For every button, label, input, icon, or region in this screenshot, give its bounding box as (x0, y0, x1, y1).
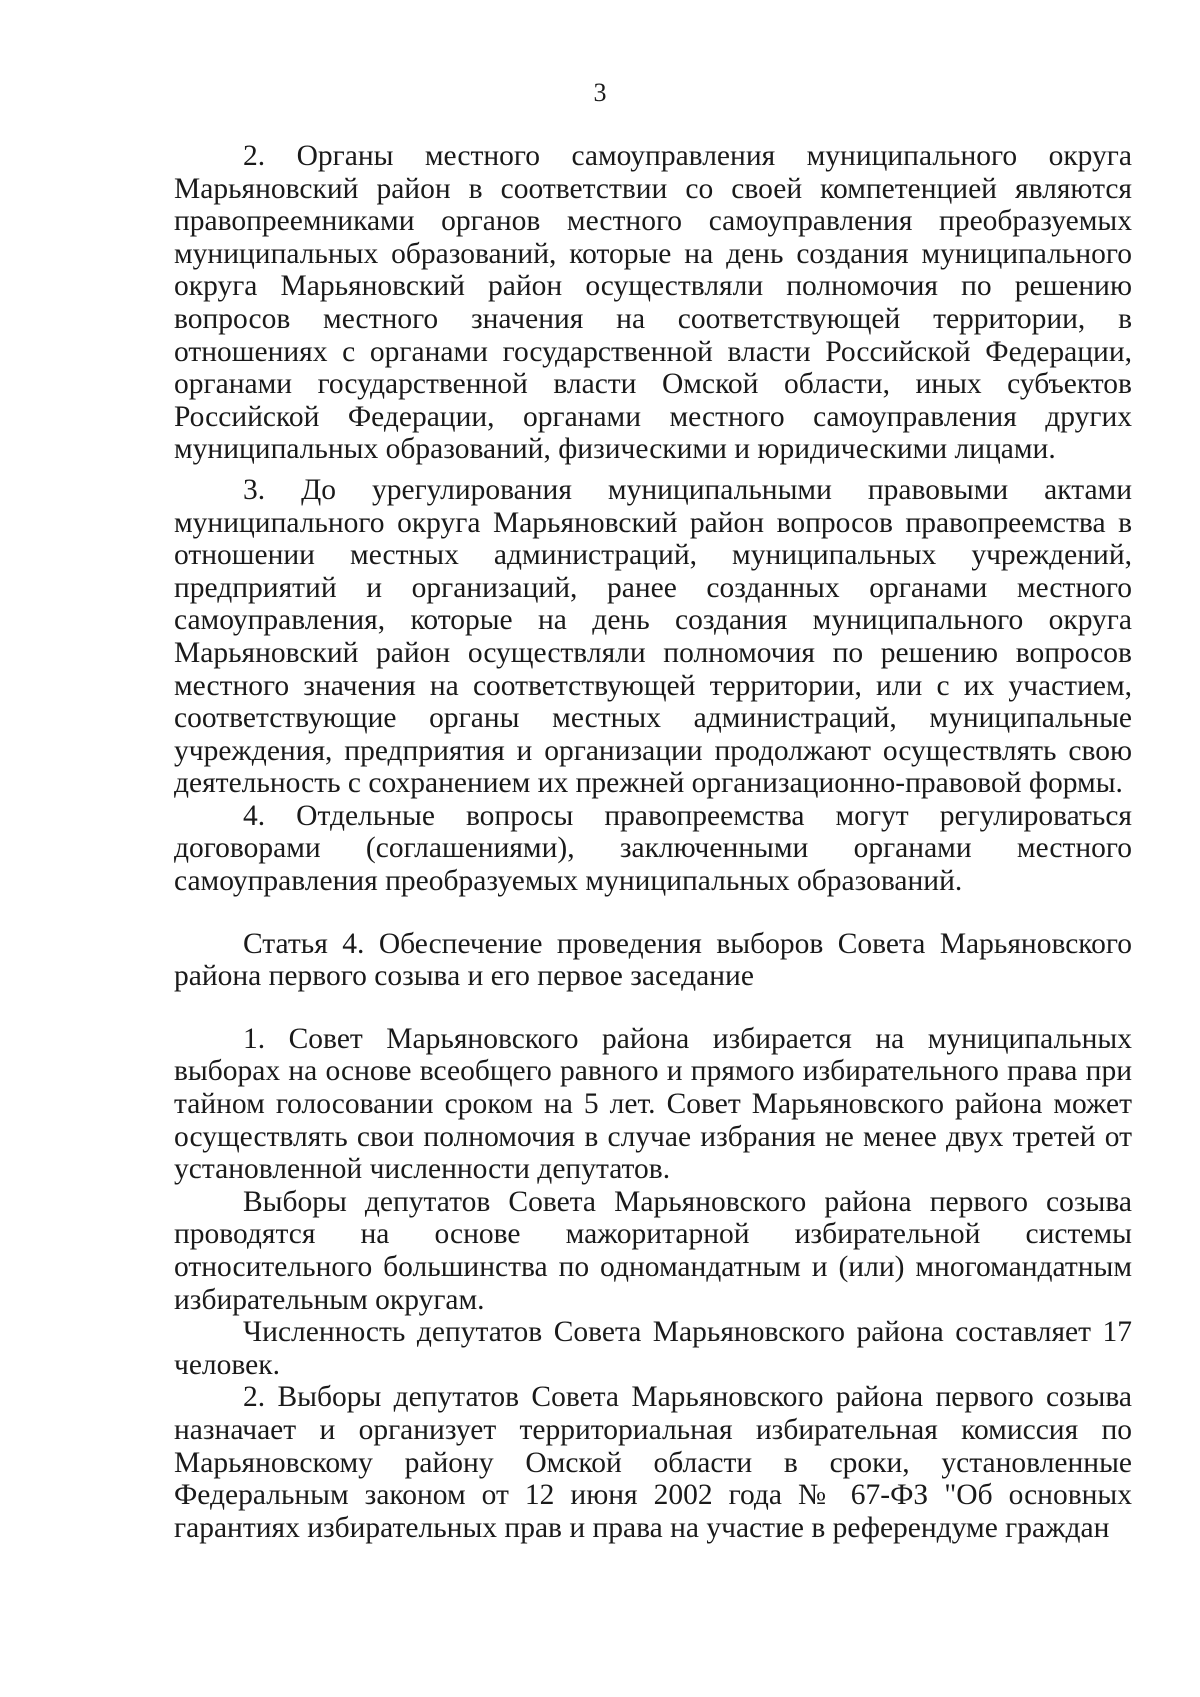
spacer (174, 898, 1132, 928)
paragraph-deputy-count: Численность депутатов Совета Марьяновского района составляет 17 человек. (174, 1316, 1132, 1381)
paragraph-election-organization: 2. Выборы депутатов Совета Марьяновского района первого созыва назначает и организует территориальная избирательная комиссия по Марьяновскому району Омской области в сроки, установленные Федеральным законом от 12 июня 2002 года № 67-ФЗ "Об основных гарантиях избирательных прав и права на участие в референдуме граждан (174, 1381, 1132, 1544)
article-4-title: Статья 4. Обеспечение проведения выборов Совета Марьяновского района первого созыва и его первое заседание (174, 927, 1132, 993)
spacer (174, 993, 1132, 1023)
paragraph-succession-bodies: 2. Органы местного самоуправления муниципального округа Марьяновский район в соответствии со своей компетенцией являются правопреемниками органов местного самоуправления преобразуемых муниципальных образований, которые на день создания муниципального округа Марьяновский район осуществляли полномочия по решению вопросов местного значения на соответствующей территории, в отношениях с органами государственной власти Российской Федерации, органами государственной власти Омской области, иных субъектов Российской Федерации, органами местного самоуправления других муниципальных образований, физическими и юридическими лицами. (174, 140, 1132, 466)
paragraph-succession-administrations: 3. До урегулирования муниципальными правовыми актами муниципального округа Марьяновский район вопросов правопреемства в отношении местных администраций, муниципальных учреждений, предприятий и организаций, ранее созданных органами местного самоуправления, которые на день создания муниципального округа Марьяновский район осуществляли полномочия по решению вопросов местного значения на соответствующей территории, или с их участием, соответствующие органы местных администраций, муниципальные учреждения, предприятия и организации продолжают осуществлять свою деятельность с сохранением их прежней организационно-правовой формы. (174, 473, 1132, 800)
document-body (174, 140, 1132, 1544)
page-number: 3 (593, 78, 607, 107)
paragraph-electoral-system: Выборы депутатов Совета Марьяновского района первого созыва проводятся на основе мажоритарной избирательной системы относительного большинства по одномандатным и (или) многомандатным избирательным округам. (174, 1185, 1132, 1316)
paragraph-succession-agreements: 4. Отдельные вопросы правопреемства могут регулироваться договорами (соглашениями), заключенными органами местного самоуправления преобразуемых муниципальных образований. (174, 799, 1132, 898)
spacer (174, 466, 1132, 474)
paragraph-council-election: 1. Совет Марьяновского района избирается на муниципальных выборах на основе всеобщего равного и прямого избирательного права при тайном голосовании сроком на 5 лет. Совет Марьяновского района может осуществлять свои полномочия в случае избрания не менее двух третей от установленной численности депутатов. (174, 1022, 1132, 1186)
